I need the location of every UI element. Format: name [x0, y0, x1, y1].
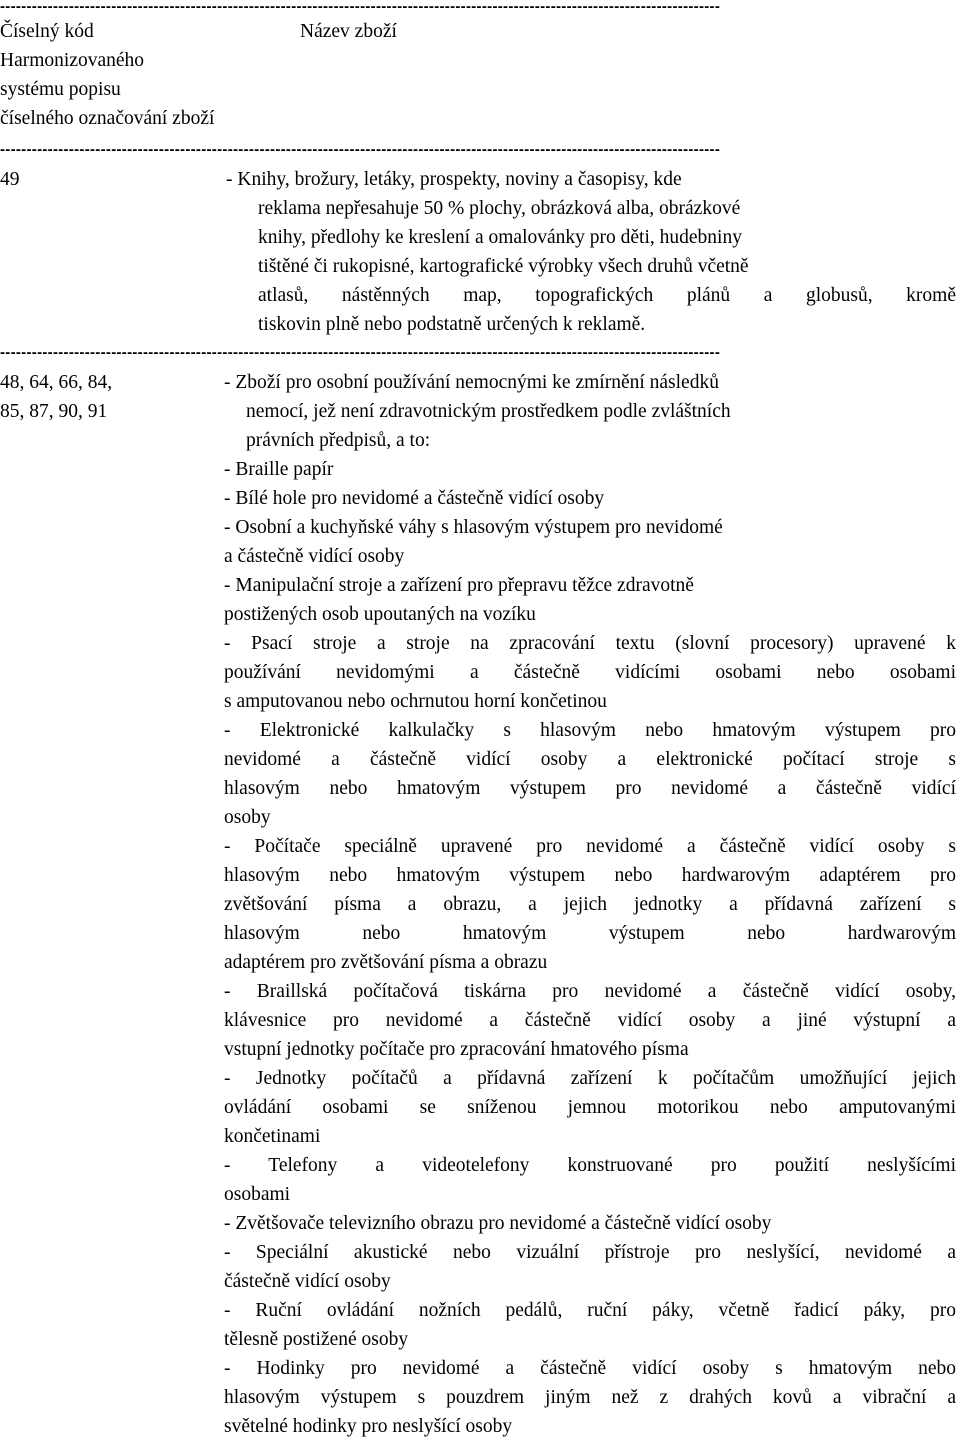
- header-name: Název zboží: [300, 21, 397, 42]
- separator-row1: ----------------------------------------------------------------------------------------------------------------------------------------: [0, 346, 721, 360]
- header-code-line: číselného označování zboží: [0, 108, 215, 129]
- row2-line: adaptérem pro zvětšování písma a obrazu: [224, 952, 548, 973]
- row2-line: hlasovým výstupem s pouzdrem jiným než z drahých kovů a vibrační a: [224, 1387, 956, 1408]
- row2-line: - Telefony a videotelefony konstruované pro použití neslyšícími: [224, 1155, 956, 1176]
- row2-line: - Zboží pro osobní používání nemocnými ke zmírnění následků: [224, 372, 719, 393]
- row2-line: - Počítače speciálně upravené pro nevidomé a částečně vidící osoby s: [224, 836, 956, 857]
- row1-line: knihy, předlohy ke kreslení a omalovánky pro děti, hudebniny: [258, 227, 742, 248]
- row1-code: [0, 165, 20, 194]
- row1-description: [226, 165, 956, 339]
- row2-line: - Speciální akustické nebo vizuální přístroje pro neslyšící, nevidomé a: [224, 1242, 956, 1263]
- row2-line: - Manipulační stroje a zařízení pro přepravu těžce zdravotně: [224, 575, 694, 596]
- row2-line: vstupní jednotky počítače pro zpracování hmatového písma: [224, 1039, 689, 1060]
- row1-line: tiskovin plně nebo podstatně určených k reklamě.: [258, 314, 646, 335]
- row2-line: hlasovým nebo hmatovým výstupem nebo hardwarovým: [224, 923, 956, 944]
- row2-line: - Psací stroje a stroje na zpracování textu (slovní procesory) upravené k: [224, 633, 956, 654]
- row2-line: právních předpisů, a to:: [246, 430, 431, 451]
- row2-line: hlasovým nebo hmatovým výstupem nebo hardwarovým adaptérem pro: [224, 865, 956, 886]
- row2-line: - Jednotky počítačů a přídavná zařízení k počítačům umožňující jejich: [224, 1068, 956, 1089]
- row1-line: reklama nepřesahuje 50 % plochy, obrázková alba, obrázkové: [258, 198, 741, 219]
- row2-line: postižených osob upoutaných na vozíku: [224, 604, 536, 625]
- row2-line: - Osobní a kuchyňské váhy s hlasovým výstupem pro nevidomé: [224, 517, 723, 538]
- row2-line: ovládání osobami se sníženou jemnou motorikou nebo amputovanými: [224, 1097, 956, 1118]
- row2-line: zvětšování písma a obrazu, a jejich jednotky a přídavná zařízení s: [224, 894, 956, 915]
- row2-line: - Hodinky pro nevidomé a částečně vidící osoby s hmatovým nebo: [224, 1358, 956, 1379]
- row2-line: nevidomé a částečně vidící osoby a elektronické počítací stroje s: [224, 749, 956, 770]
- row2-code-line: 85, 87, 90, 91: [0, 401, 108, 422]
- row2-line: používání nevidomými a částečně vidícími osobami nebo osobami: [224, 662, 956, 683]
- row2-line: osoby: [224, 807, 271, 828]
- row2-line: hlasovým nebo hmatovým výstupem pro nevidomé a částečně vidící: [224, 778, 956, 799]
- row1-line: - Knihy, brožury, letáky, prospekty, noviny a časopisy, kde: [226, 169, 682, 190]
- row2-line: - Zvětšovače televizního obrazu pro nevidomé a částečně vidící osoby: [224, 1213, 772, 1234]
- header-name-column: [300, 17, 397, 46]
- row2-line: - Ruční ovládání nožních pedálů, ruční páky, včetně řadicí páky, pro: [224, 1300, 956, 1321]
- row2-line: - Braille papír: [224, 459, 334, 480]
- header-code-column: [0, 17, 290, 133]
- row2-line: osobami: [224, 1184, 291, 1205]
- row2-line: s amputovanou nebo ochrnutou horní končetinou: [224, 691, 607, 712]
- row1-line: tištěné či rukopisné, kartografické výrobky všech druhů včetně: [258, 256, 749, 277]
- row2-line: světelné hodinky pro neslyšící osoby: [224, 1416, 513, 1437]
- header-code-line: systému popisu: [0, 79, 121, 100]
- row2-code: [0, 368, 112, 426]
- header-code-line: Číselný kód: [0, 21, 94, 42]
- row2-line: tělesně postižené osoby: [224, 1329, 409, 1350]
- row2-line: - Bílé hole pro nevidomé a částečně vidící osoby: [224, 488, 605, 509]
- row2-line: částečně vidící osoby: [224, 1271, 391, 1292]
- separator-header: ----------------------------------------------------------------------------------------------------------------------------------------: [0, 143, 721, 157]
- row2-description: [224, 368, 956, 1441]
- separator-top: ----------------------------------------------------------------------------------------------------------------------------------------: [0, 0, 721, 14]
- row2-line: a částečně vidící osoby: [224, 546, 405, 567]
- row1-code-text: 49: [0, 169, 20, 190]
- row2-line: nemocí, jež není zdravotnickým prostředkem podle zvláštních: [246, 401, 731, 422]
- row2-line: - Braillská počítačová tiskárna pro nevidomé a částečně vidící osoby,: [224, 981, 956, 1002]
- row1-line: atlasů, nástěnných map, topografických plánů a globusů, kromě: [258, 285, 956, 306]
- header-code-line: Harmonizovaného: [0, 50, 145, 71]
- row2-code-line: 48, 64, 66, 84,: [0, 372, 113, 393]
- row2-line: klávesnice pro nevidomé a částečně vidící osoby a jiné výstupní a: [224, 1010, 956, 1031]
- row2-line: - Elektronické kalkulačky s hlasovým nebo hmatovým výstupem pro: [224, 720, 956, 741]
- row2-line: končetinami: [224, 1126, 321, 1147]
